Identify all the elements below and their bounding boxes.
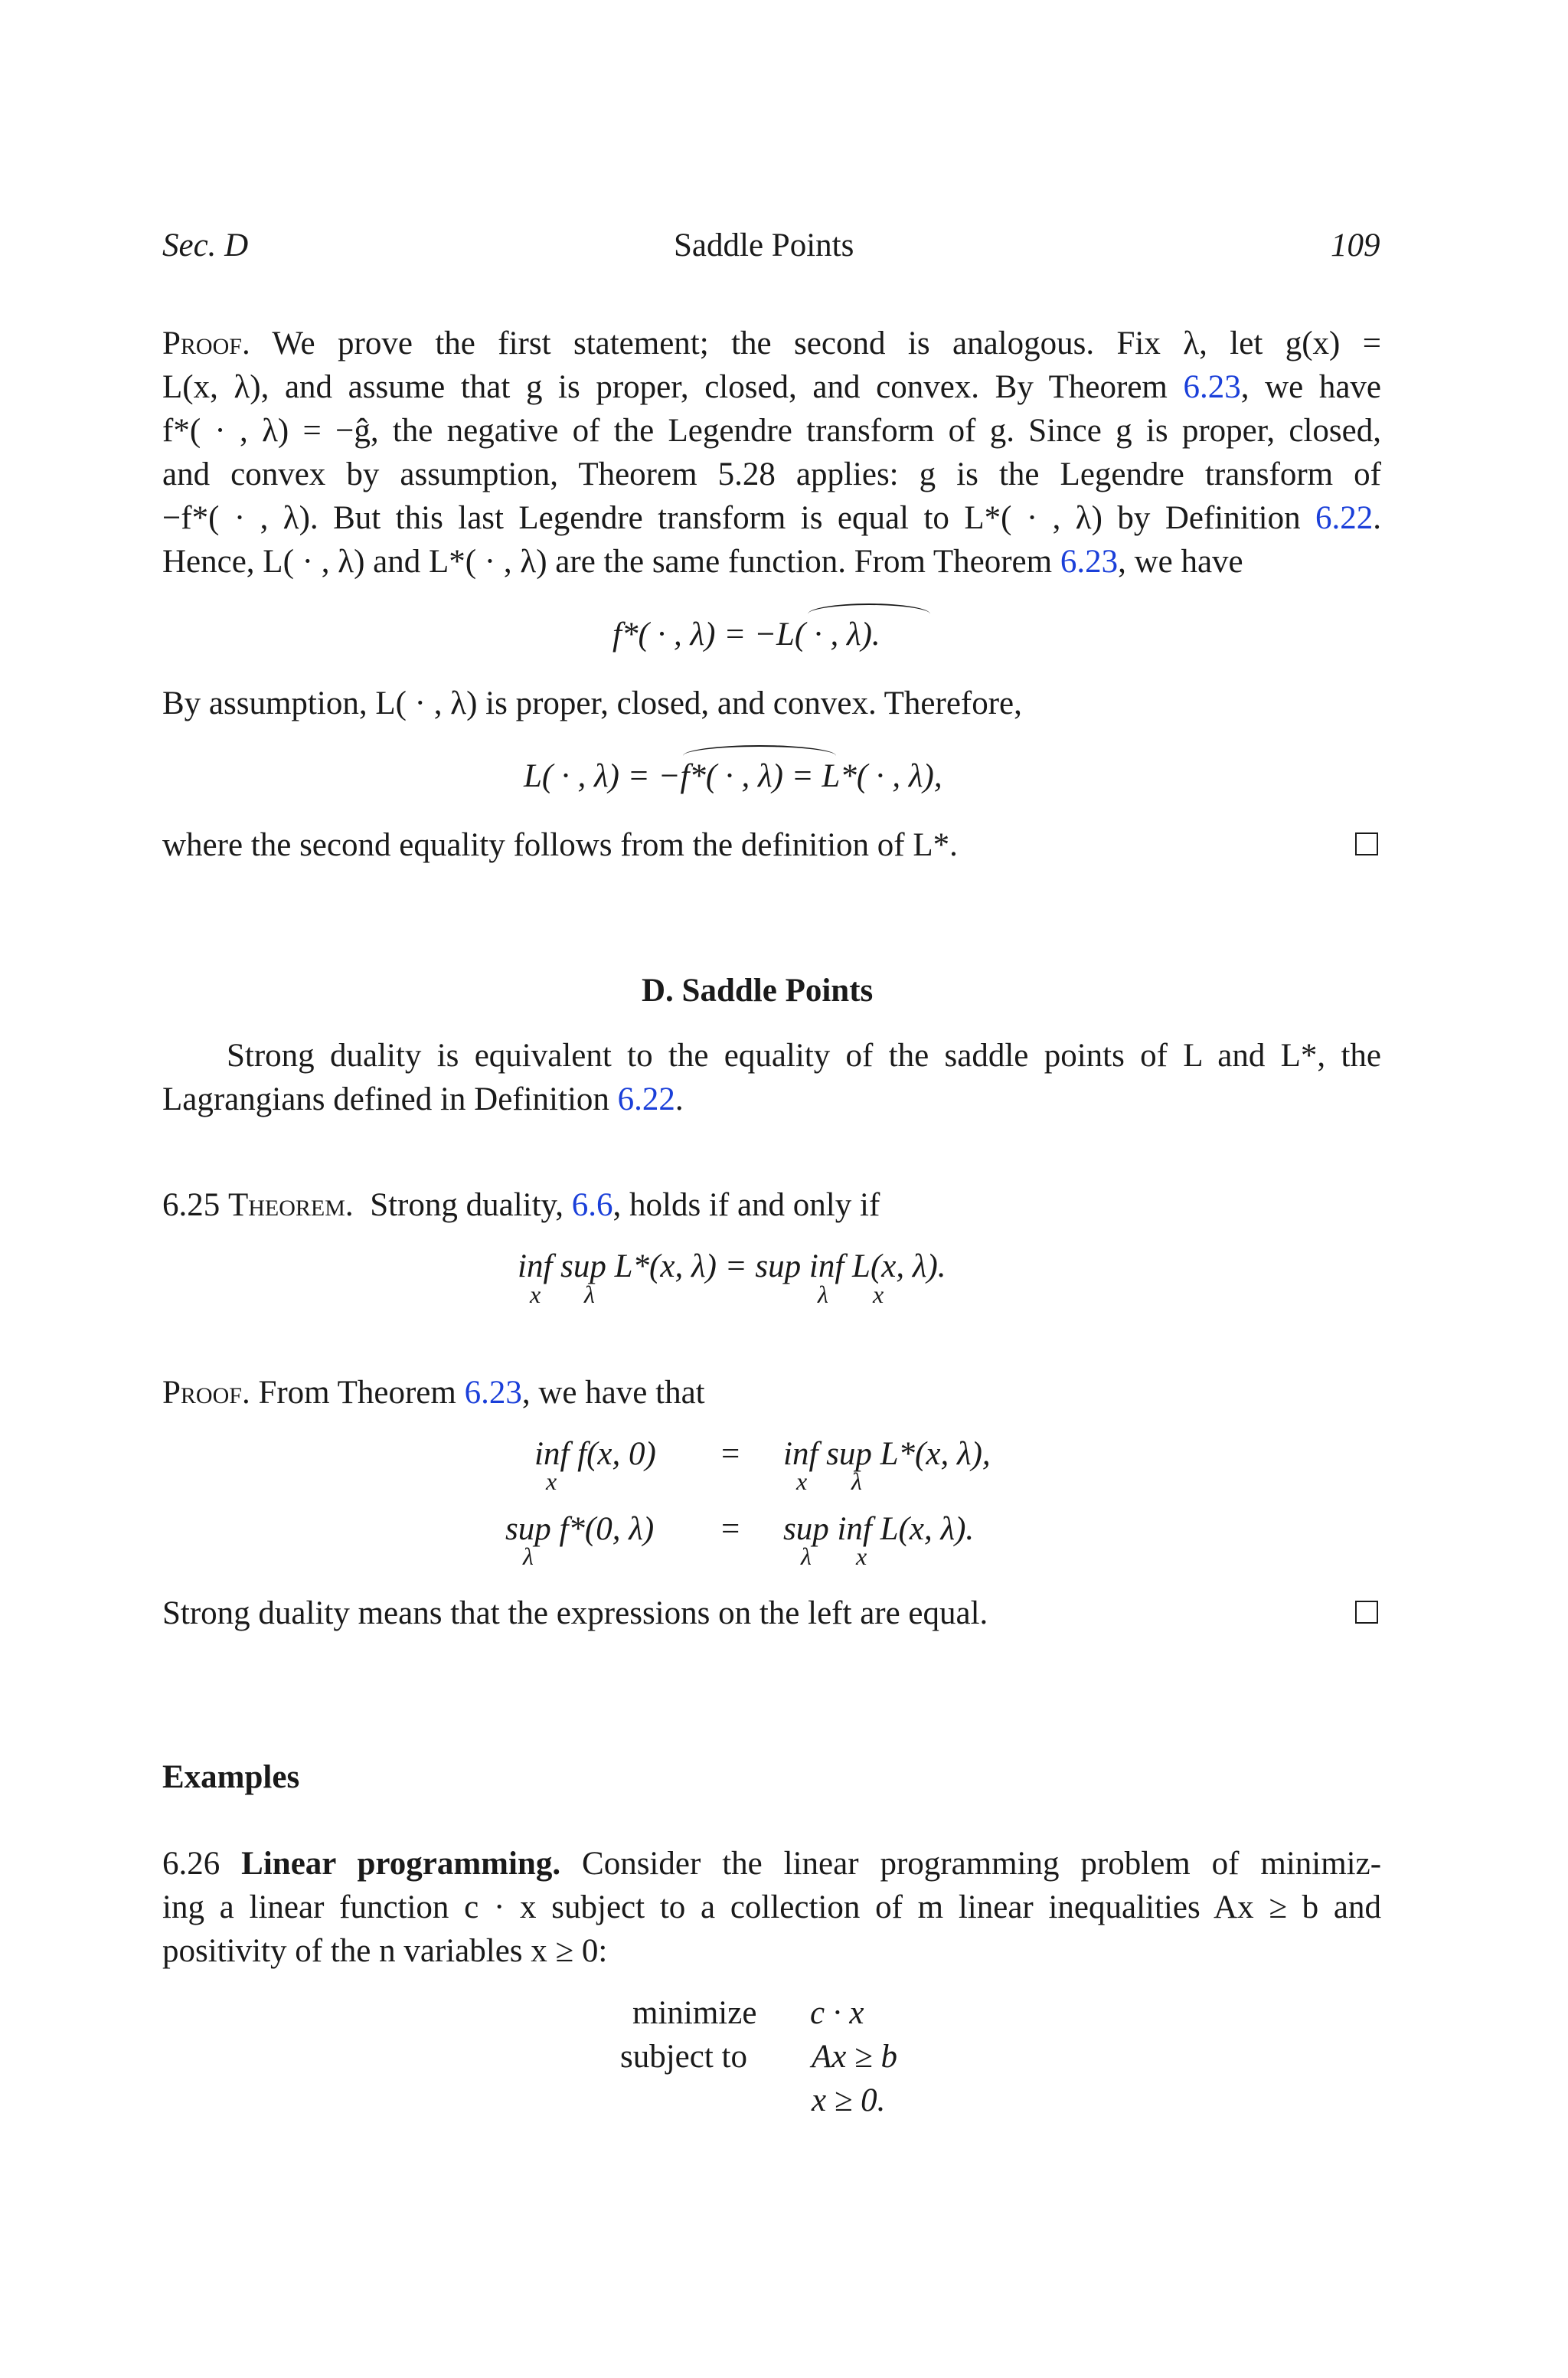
theorem-link[interactable]: 6.23 — [464, 1375, 522, 1411]
theorem-link[interactable]: 6.23 — [1060, 544, 1119, 580]
section-paragraph-line2 — [162, 1078, 1381, 1121]
proof-label: Proof. — [162, 1375, 250, 1411]
subscript-lambda: λ — [801, 1542, 812, 1570]
example-line3: positivity of the n variables x ≥ 0: — [162, 1933, 608, 1969]
aligned-eq-row1-right: inf sup L*(x, λ), — [783, 1436, 991, 1472]
lp-subject-to-label: subject to — [620, 2039, 747, 2075]
proof1-text: −f*( · , λ). But this last Legendre transform is equal to L*( · , λ) by Definition — [162, 500, 1301, 536]
proof1-line2 — [162, 365, 1381, 409]
example-text: Consider the linear programming problem of minimiz- — [582, 1846, 1382, 1882]
proof1-line8: where the second equality follows from the definition of L*. — [162, 827, 958, 863]
proof2-conclusion: Strong duality means that the expressions on the left are equal. — [162, 1595, 988, 1631]
subscript-lambda: λ — [851, 1467, 862, 1495]
subscript-lambda: λ — [584, 1281, 595, 1308]
proof1-text: L(x, λ), and assume that g is proper, closed, and convex. By Theorem — [162, 369, 1168, 405]
section-text: Lagrangians defined in Definition — [162, 1081, 609, 1117]
aligned-eq-row2-sign: = — [721, 1511, 740, 1547]
theorem-statement — [162, 1183, 1381, 1227]
proof1-line7: By assumption, L( · , λ) is proper, closed, and convex. Therefore, — [162, 685, 1022, 721]
proof1-line4: and convex by assumption, Theorem 5.28 applies: g is the Legendre transform of — [162, 456, 1381, 492]
subscript-lambda: λ — [523, 1542, 534, 1570]
lp-constraint-2: x ≥ 0. — [812, 2082, 886, 2118]
qed-symbol — [1355, 1601, 1378, 1624]
theorem-equation: inf sup L*(x, λ) = sup inf L(x, λ). — [518, 1248, 946, 1284]
section-text: . — [675, 1081, 684, 1117]
proof1-text: Hence, L( · , λ) and L*( · , λ) are the same function. From Theorem — [162, 544, 1053, 580]
example-number: 6.26 — [162, 1846, 220, 1882]
proof1-text: , we have — [1118, 544, 1243, 580]
proof1-text: , we have — [1240, 369, 1381, 405]
subscript-lambda: λ — [818, 1281, 828, 1308]
definition-link[interactable]: 6.22 — [617, 1081, 675, 1117]
theorem-link[interactable]: 6.23 — [1183, 369, 1241, 405]
proof2-text: From Theorem — [258, 1375, 456, 1411]
aligned-eq-row2-left: sup f*(0, λ) — [505, 1511, 655, 1547]
theorem-number: 6.25 — [162, 1187, 220, 1223]
proof1-line3: f*( · , λ) = −ĝ, the negative of the Legendre transform of g. Since g is proper, closed, — [162, 413, 1381, 449]
example-line1 — [162, 1842, 1381, 1886]
display-equation-1: f*( · , λ) = −L( · , λ). — [612, 617, 880, 653]
overhat-accent — [808, 603, 930, 614]
theorem-text: Strong duality, — [370, 1187, 564, 1223]
examples-heading: Examples — [162, 1759, 300, 1795]
section-paragraph-line1: Strong duality is equivalent to the equality of the saddle points of L and L*, the — [227, 1038, 1381, 1074]
proof2-line1 — [162, 1371, 1381, 1415]
definition-link[interactable]: 6.22 — [1315, 500, 1374, 536]
section-heading: D. Saddle Points — [642, 973, 874, 1009]
overhat-accent — [683, 745, 836, 756]
proof1-line6 — [162, 540, 1381, 584]
subscript-x: x — [796, 1467, 808, 1495]
lp-minimize-label: minimize — [632, 1995, 757, 2031]
equation-link[interactable]: 6.6 — [571, 1187, 613, 1223]
proof-label: Proof. — [162, 325, 250, 361]
example-line2: ing a linear function c · x subject to a collection of m linear inequalities Ax ≥ b and — [162, 1889, 1381, 1925]
page-number: 109 — [1331, 227, 1380, 263]
running-header-title: Saddle Points — [674, 227, 854, 263]
proof1-text: We prove the first statement; the second is analogous. Fix λ, let g(x) = — [272, 325, 1382, 361]
theorem-label: Theorem. — [228, 1187, 354, 1223]
lp-constraint-1: Ax ≥ b — [812, 2039, 897, 2075]
aligned-eq-row2-right: sup inf L(x, λ). — [783, 1511, 975, 1547]
aligned-eq-row1-sign: = — [721, 1436, 740, 1472]
example-title: Linear programming. — [241, 1846, 561, 1882]
aligned-eq-row1-left: inf f(x, 0) — [534, 1436, 656, 1472]
display-equation-2: L( · , λ) = −f*( · , λ) = L*( · , λ), — [524, 758, 942, 794]
qed-symbol — [1355, 832, 1378, 855]
theorem-text: , holds if and only if — [612, 1187, 880, 1223]
subscript-x: x — [546, 1467, 557, 1495]
lp-objective: c · x — [810, 1995, 864, 2031]
proof1-line5: −f*( · , λ). But this last Legendre transform is equal to L*( · , λ) by Definition 6.22. — [162, 500, 1382, 536]
proof1-line1 — [162, 322, 1381, 365]
subscript-x: x — [530, 1281, 541, 1308]
subscript-x: x — [873, 1281, 884, 1308]
running-header-section: Sec. D — [162, 227, 249, 263]
proof2-text: , we have that — [521, 1375, 705, 1411]
subscript-x: x — [856, 1542, 867, 1570]
